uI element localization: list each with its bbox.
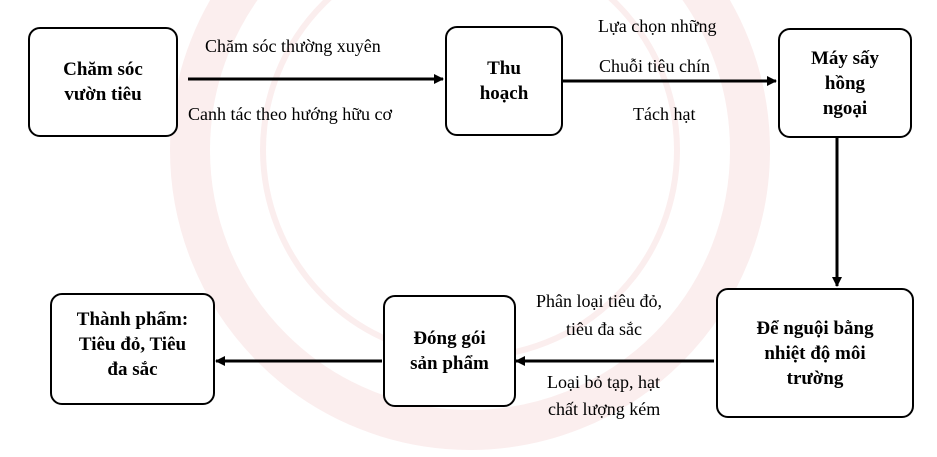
label-phan-loai-line2: tiêu đa sắc xyxy=(566,319,642,339)
label-phan-loai-line1: Phân loại tiêu đỏ, xyxy=(536,291,662,311)
box-dong-goi-text: Đóng gói sản phẩm xyxy=(410,328,489,374)
label-loai-bo-line1: Loại bỏ tạp, hạt xyxy=(547,372,660,392)
box-cham-soc-text: Chăm sóc vườn tiêu xyxy=(63,59,143,105)
label-canh-tac-huu-co: Canh tác theo hướng hữu cơ xyxy=(188,104,393,124)
box-may-say-hong-ngoai xyxy=(778,28,912,138)
box-de-nguoi-text: Để nguội bằng nhiệt độ môi trường xyxy=(756,317,874,389)
box-thanh-pham xyxy=(50,293,215,405)
box-thanh-pham-text: Thành phẩm: Tiêu đỏ, Tiêu đa sắc xyxy=(76,309,189,380)
label-chuoi-tieu-chin: Chuỗi tiêu chín xyxy=(599,56,710,76)
label-loai-bo-line2: chất lượng kém xyxy=(548,399,661,419)
box-thu-hoach xyxy=(445,26,563,136)
box-dong-goi-san-pham xyxy=(383,295,516,407)
box-may-say-text: Máy sấy hồng ngoại xyxy=(810,47,880,119)
box-cham-soc-vuon-tieu xyxy=(28,27,178,137)
box-thu-hoach-text: Thu hoạch xyxy=(479,58,529,104)
label-cham-soc-thuong-xuyen: Chăm sóc thường xuyên xyxy=(205,36,381,56)
label-lua-chon: Lựa chọn những xyxy=(598,16,717,36)
box-de-nguoi xyxy=(716,288,914,418)
label-tach-hat: Tách hạt xyxy=(633,104,696,124)
